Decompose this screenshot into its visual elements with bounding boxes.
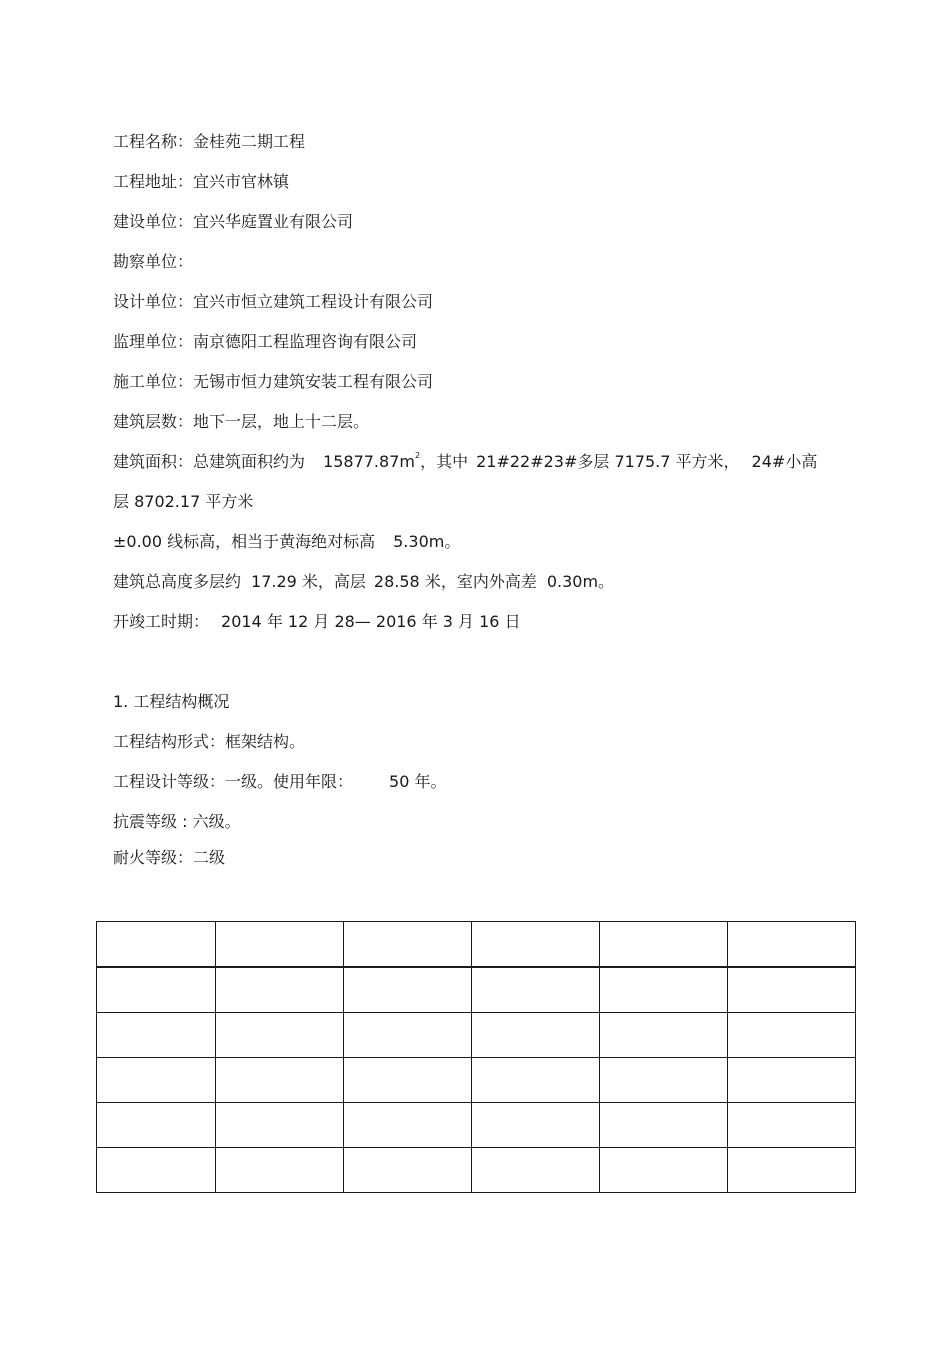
project-address-label: 工程地址： [113, 172, 194, 191]
table-cell [472, 967, 600, 1013]
area-superscript: 2 [414, 451, 421, 460]
table-cell [728, 1013, 856, 1058]
table-cell [472, 1103, 600, 1148]
table-cell [344, 1058, 472, 1103]
empty-data-table [96, 921, 856, 1193]
structure-form-line [113, 732, 305, 752]
elevation-text: ±0.00 线标高，相当于黄海绝对标高 [113, 532, 376, 551]
builder-label: 建设单位： [113, 212, 194, 231]
table-cell [344, 1013, 472, 1058]
height-line [113, 572, 614, 592]
supervision-label: 监理单位： [113, 332, 194, 351]
table-cell [344, 1148, 472, 1193]
table-cell [728, 967, 856, 1013]
table-cell [600, 1058, 728, 1103]
survey-label: 勘察单位： [113, 252, 194, 271]
table-header-cell [344, 922, 472, 968]
project-address-line [113, 172, 289, 192]
area-small-high-a: 24#小高 [751, 452, 818, 471]
area-small-high-b: 层 8702.17 平方米 [113, 492, 254, 511]
design-line [113, 292, 433, 312]
project-address-value: 宜兴市官林镇 [193, 172, 290, 191]
table-cell [216, 1058, 344, 1103]
table-cell [97, 1058, 216, 1103]
table-cell [216, 1103, 344, 1148]
floors-label: 建筑层数： [113, 412, 194, 431]
design-grade-line [113, 772, 446, 792]
area-label: 建筑面积： [113, 452, 194, 471]
table-cell [97, 1103, 216, 1148]
contractor-label: 施工单位： [113, 372, 194, 391]
area-text-b: ，其中 [420, 452, 469, 471]
table-cell [728, 1148, 856, 1193]
seismic-line [113, 812, 241, 832]
table-cell [97, 1148, 216, 1193]
table-header-cell [600, 922, 728, 968]
table-cell [344, 967, 472, 1013]
design-life-value: 50 年。 [389, 772, 447, 791]
area-text-a: 总建筑面积约为 [193, 452, 306, 471]
fire-line [113, 848, 225, 868]
table-cell [472, 1013, 600, 1058]
area-total: 15877.87m [323, 452, 415, 471]
height-text-b: 17.29 米，高层 [251, 572, 366, 591]
period-value: 2014 年 12 月 28— 2016 年 3 月 16 日 [221, 612, 521, 631]
seismic-grade: 抗震等级 : 六级。 [113, 812, 241, 831]
period-line [113, 612, 521, 632]
table-cell [216, 1013, 344, 1058]
table-cell [216, 1148, 344, 1193]
structure-heading: 1. 工程结构概况 [113, 692, 230, 711]
table-cell [600, 967, 728, 1013]
area-multi: 21#22#23#多层 7175.7 平方米， [476, 452, 740, 471]
period-label: 开竣工时期： [113, 612, 210, 631]
elevation-line [113, 532, 460, 552]
area-line-continued [113, 492, 253, 512]
design-label: 设计单位： [113, 292, 194, 311]
floors-line [113, 412, 369, 432]
table-header-cell [216, 922, 344, 968]
table-row [97, 967, 856, 1013]
table-cell [728, 1058, 856, 1103]
table-header-cell [97, 922, 216, 968]
elevation-value: 5.30m。 [393, 532, 461, 551]
structure-form: 工程结构形式：框架结构。 [113, 732, 306, 751]
supervision-value: 南京德阳工程监理咨询有限公司 [193, 332, 418, 351]
height-text-d: 0.30m。 [546, 572, 615, 591]
builder-value: 宜兴华庭置业有限公司 [193, 212, 354, 231]
survey-line [113, 252, 193, 272]
table-cell [600, 1013, 728, 1058]
table-cell [600, 1103, 728, 1148]
table-header-cell [728, 922, 856, 968]
project-name-label: 工程名称： [113, 132, 194, 151]
table-header-row [97, 922, 856, 968]
table-cell [472, 1058, 600, 1103]
floors-value: 地下一层，地上十二层。 [193, 412, 370, 431]
contractor-value: 无锡市恒力建筑安装工程有限公司 [193, 372, 434, 391]
table-cell [97, 1013, 216, 1058]
fire-grade: 耐火等级：二级 [113, 848, 226, 867]
table-row [97, 1148, 856, 1193]
builder-line [113, 212, 353, 232]
table-cell [728, 1103, 856, 1148]
project-name-line [113, 132, 305, 152]
supervision-line [113, 332, 417, 352]
table-header-cell [472, 922, 600, 968]
table-cell [600, 1148, 728, 1193]
section-heading [113, 692, 229, 712]
table-cell [472, 1148, 600, 1193]
table-row [97, 1103, 856, 1148]
project-name-value: 金桂苑二期工程 [193, 132, 306, 151]
table-cell [344, 1103, 472, 1148]
height-text-a: 建筑总高度多层约 [113, 572, 242, 591]
table-cell [216, 967, 344, 1013]
design-value: 宜兴市恒立建筑工程设计有限公司 [193, 292, 434, 311]
table-row [97, 1013, 856, 1058]
design-grade-text: 工程设计等级：一级。使用年限： [113, 772, 354, 791]
contractor-line [113, 372, 433, 392]
area-line [113, 452, 817, 472]
table-cell [97, 967, 216, 1013]
height-text-c: 28.58 米，室内外高差 [373, 572, 537, 591]
table-row [97, 1058, 856, 1103]
